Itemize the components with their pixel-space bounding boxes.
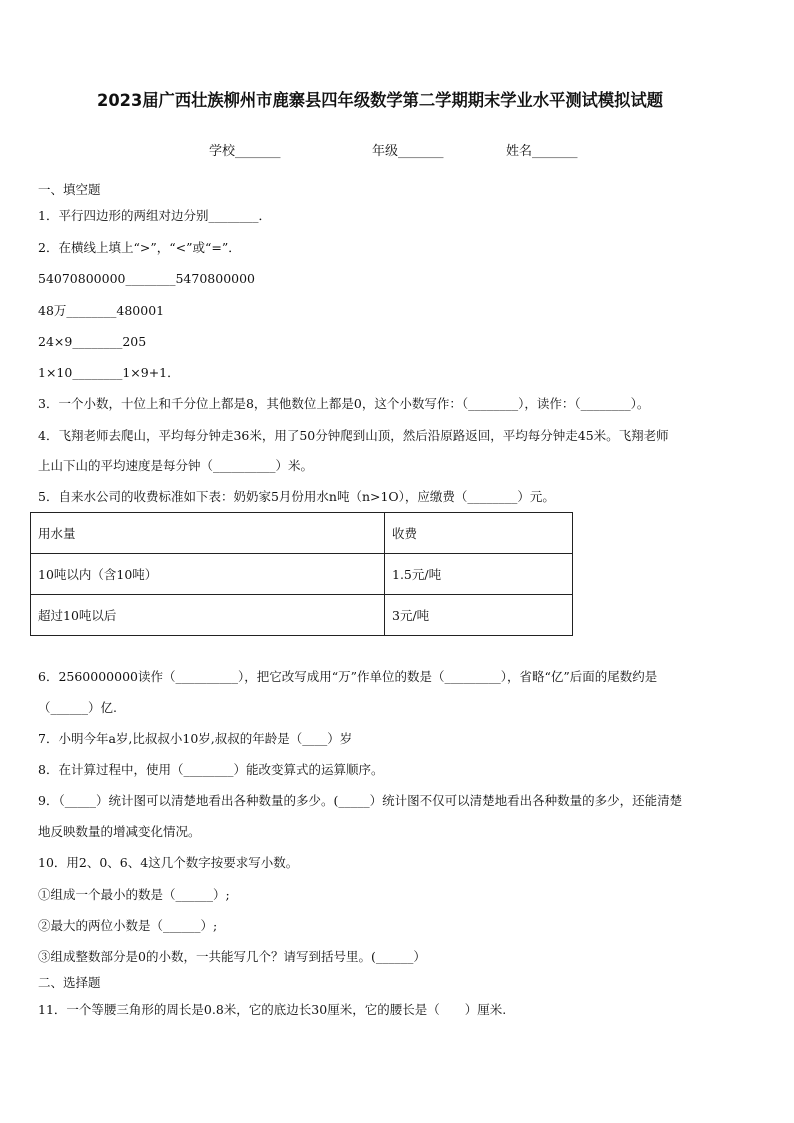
- table-cell: 1.5元/吨: [385, 554, 573, 595]
- question-10-item-3: ③组成整数部分是0的小数，一共能写几个？请写到括号里。(______）: [38, 949, 426, 964]
- table-cell: 10吨以内（含10吨）: [31, 554, 385, 595]
- question-4-line-1: 4．飞翔老师去爬山，平均每分钟走36米，用了50分钟爬到山顶，然后沿原路返回，平均每分钟走45米。飞翔老师: [38, 428, 669, 443]
- table-header-fee: 收费: [385, 513, 573, 554]
- table-row: [31, 513, 573, 554]
- question-10-item-2: ②最大的两位小数是（______）;: [38, 918, 218, 933]
- question-7: 7．小明今年a岁,比叔叔小10岁,叔叔的年龄是（____）岁: [38, 731, 353, 746]
- question-6-line-1: 6．2560000000读作（__________），把它改写成用“万”作单位的数是（_________），省略“亿”后面的尾数约是: [38, 669, 658, 684]
- question-1: 1．平行四边形的两组对边分别________．: [38, 208, 271, 223]
- question-4-line-2: 上山下山的平均速度是每分钟（__________）米。: [38, 458, 314, 473]
- question-2-item-b: 48万________480001: [38, 303, 165, 318]
- question-2-item-d: 1×10________1×9+1．: [38, 365, 180, 380]
- table-row: [31, 595, 573, 636]
- question-6-line-2: （______）亿.: [38, 700, 117, 715]
- question-5: 5．自来水公司的收费标准如下表：奶奶家5月份用水n吨（n>1O），应缴费（________）元。: [38, 489, 555, 504]
- question-10: 10．用2、0、6、4这几个数字按要求写小数。: [38, 855, 299, 870]
- table-cell: 超过10吨以后: [31, 595, 385, 636]
- section-heading-choice: 二、选择题: [38, 975, 101, 990]
- table-header-usage: 用水量: [31, 513, 385, 554]
- question-9-line-2: 地反映数量的增减变化情况。: [38, 824, 201, 839]
- table-cell: 3元/吨: [385, 595, 573, 636]
- table-row: [31, 554, 573, 595]
- section-heading-fill-blank: 一、填空题: [38, 182, 101, 197]
- question-9-line-1: 9．（_____）统计图可以清楚地看出各种数量的多少。(_____）统计图不仅可以清楚地看出各种数量的多少，还能清楚: [38, 793, 683, 808]
- question-2-item-c: 24×9________205: [38, 334, 147, 349]
- question-3: 3．一个小数，十位上和千分位上都是8，其他数位上都是0，这个小数写作：（________），读作：（________）。: [38, 396, 650, 411]
- question-10-item-1: ①组成一个最小的数是（______）;: [38, 887, 230, 902]
- question-2: 2．在横线上填上“>”，“<”或“=”．: [38, 240, 241, 255]
- school-field: 学校_______: [209, 144, 281, 159]
- question-11: 11．一个等腰三角形的周长是0.8米，它的底边长30厘米，它的腰长是（ ）厘米.: [38, 1002, 507, 1017]
- exam-title: 2023届广西壮族柳州市鹿寨县四年级数学第二学期期末学业水平测试模拟试题: [96, 91, 664, 111]
- question-2-item-a: 54070800000________5470800000: [38, 271, 256, 286]
- question-8: 8．在计算过程中，使用（________）能改变算式的运算顺序。: [38, 762, 384, 777]
- name-field: 姓名_______: [506, 144, 578, 159]
- water-fee-table: [30, 512, 573, 636]
- grade-field: 年级_______: [372, 144, 444, 159]
